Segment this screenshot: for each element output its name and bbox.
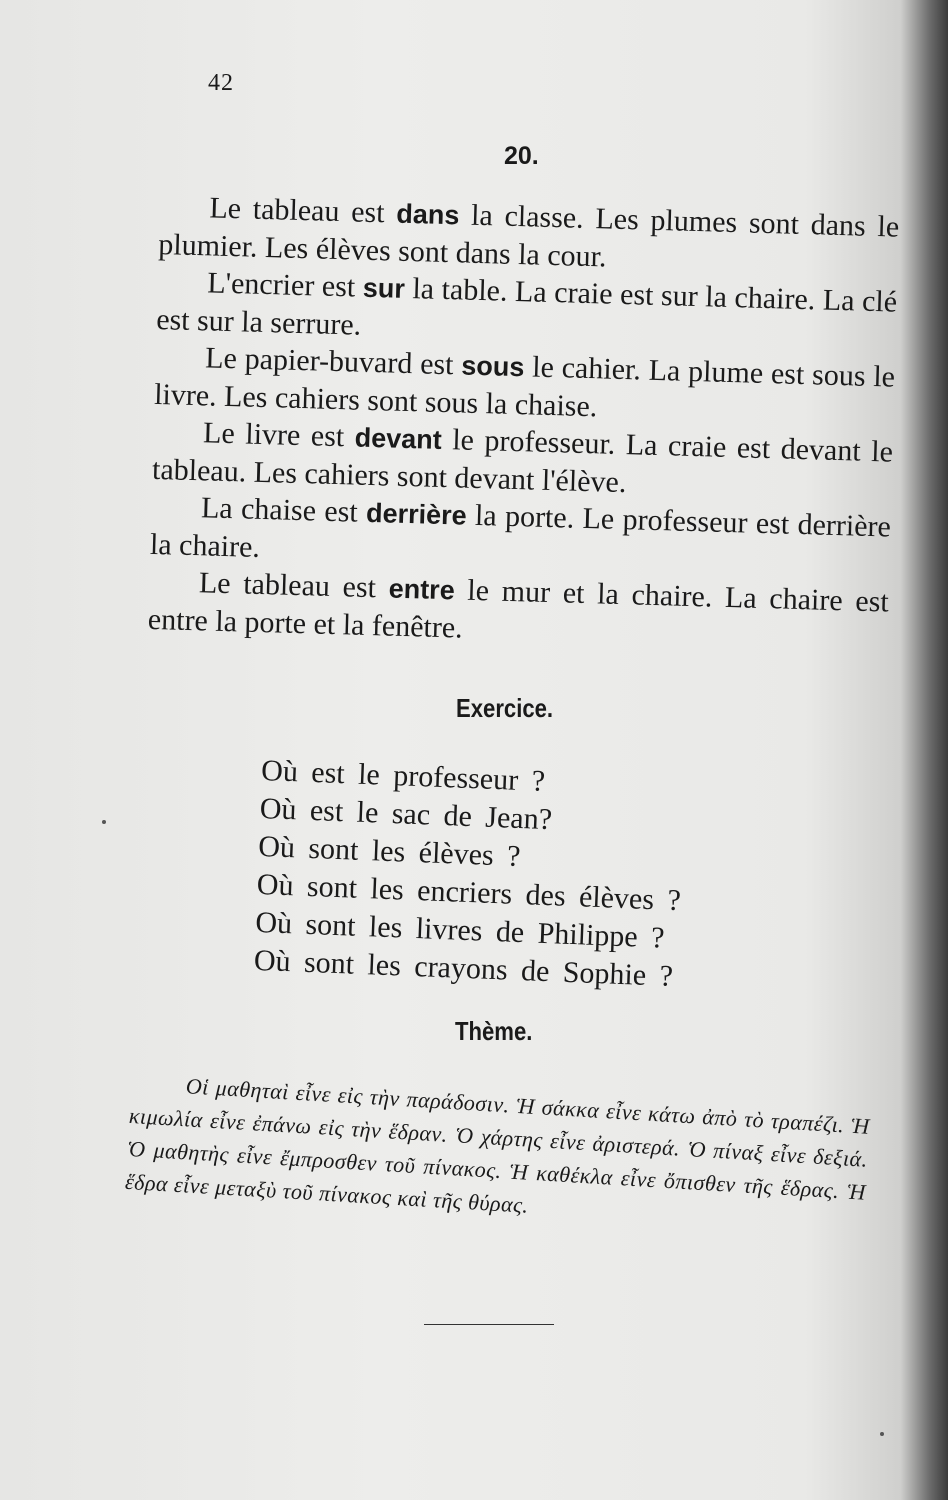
theme-greek-text: Οἱ μαθηταὶ εἶνε εἰς τὴν παράδοσιν. Ἡ σάκκα εἶνε κάτω ἀπὸ τὸ τραπέζι. Ἡ κιμωλία εἶνε ἐπάνω εἰς τὴν ἕδραν. Ὁ χάρτης εἶνε ἀριστερά. Ὁ πίναξ εἶνε δεξιά. Ὁ μαθητὴς εἶνε ἔμπροσθεν τοῦ πίνακος. Ἡ καθέκλα εἶνε ὄπισθεν τῆς ἕδρας. Ἡ ἕδρα εἶνε μεταξὺ τοῦ πίνακος καὶ τῆς θύρας. [124,1073,871,1218]
paragraph-text: L'encrier est [206,266,364,304]
preposition-keyword: entre [388,573,456,606]
lesson-text [147,188,899,658]
paragraph-text: Le tableau est [198,566,390,605]
paragraph-text: la classe. Les plumes sont dans le plumier. Les élèves sont dans la cour. [157,198,900,274]
end-rule [424,1324,554,1325]
preposition-keyword: sous [460,350,525,383]
paragraph-text: La chaise est [200,491,367,529]
paragraph-text: le cahier. La plume est sous le livre. Les cahiers sont sous la chaise. [153,350,896,424]
paragraph-text: Le papier-buvard est [204,341,462,382]
question-item: Où sont les encriers des élèves ? [256,867,682,918]
print-speck [102,820,106,824]
question-item: Où est le professeur ? [260,753,546,798]
paragraph-text: la porte. Le professeur est derrière la chaire. [149,498,892,564]
preposition-keyword: sur [362,272,406,304]
preposition-keyword: dans [395,198,460,231]
page-number: 42 [208,70,234,96]
paragraph-text: le professeur. La craie est devant le tableau. Les cahiers sont devant l'élève. [151,422,894,500]
preposition-keyword: derrière [365,497,468,531]
exercise-title: Exercice. [456,693,554,723]
preposition-keyword: devant [354,422,443,455]
question-item: Où est le sac de Jean? [259,791,553,837]
question-item: Où sont les élèves ? [257,829,522,873]
question-item: Où sont les livres de Philippe ? [254,905,666,955]
print-speck [880,1432,884,1436]
question-item: Où sont les crayons de Sophie ? [253,943,674,993]
paragraph-text: le mur et la chaire. La chaire est entre la porte et la fenêtre. [147,573,890,645]
exercise-questions [253,752,761,999]
theme-title: Thème. [455,1016,533,1046]
paragraph-text: la table. La craie est sur la chaire. La clé est sur la serrure. [155,271,898,342]
theme-text-block [124,1066,871,1242]
paragraph-text: Le tableau est [209,191,397,230]
paragraph-text: Le livre est [202,416,356,454]
lesson-number: 20. [504,142,539,170]
